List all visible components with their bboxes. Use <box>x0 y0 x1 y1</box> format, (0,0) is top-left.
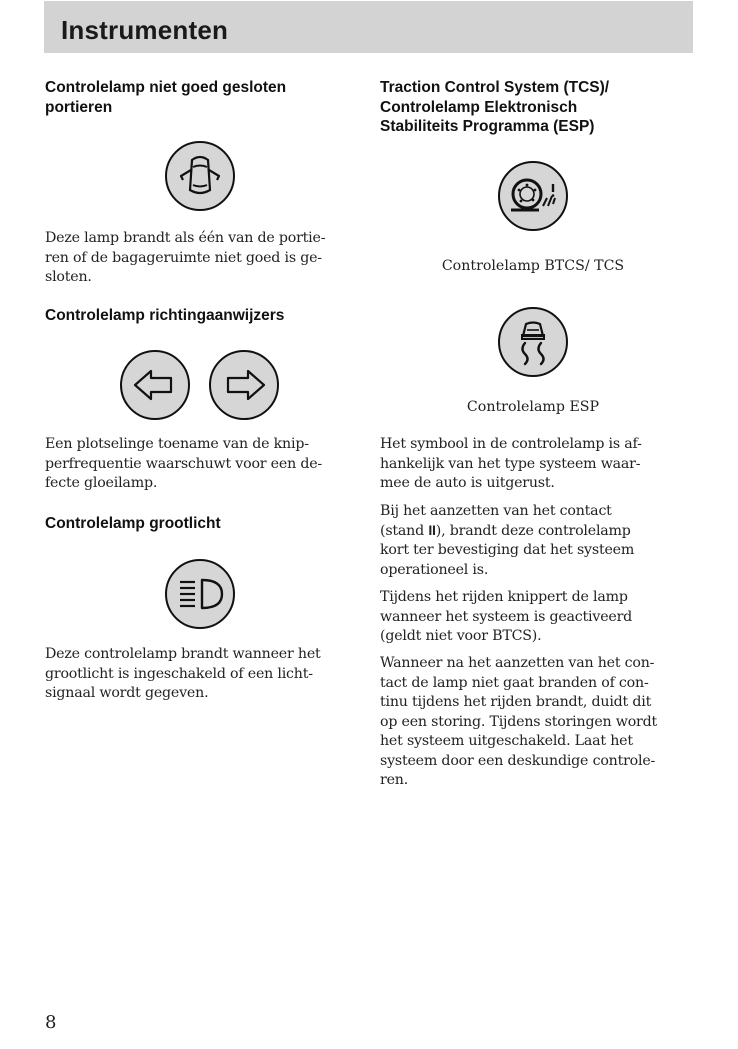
door-ajar-warning-icon <box>164 140 236 212</box>
symbol-paragraph: Het symbool in de controlelamp is af- hankelijk van het type systeem waar- mee de auto is uitgerust. <box>380 436 642 491</box>
highbeam-heading: Controlelamp grootlicht <box>45 515 221 532</box>
header-bar <box>44 1 693 53</box>
turn-left-arrow-icon <box>119 349 191 421</box>
page-number: 8 <box>45 1012 57 1033</box>
indicators-heading: Controlelamp richtingaanwijzers <box>45 307 285 324</box>
highbeam-text: Deze controlelamp brandt wanneer het grootlicht is ingeschakeld of een licht- signaal wordt gegeven. <box>45 646 321 701</box>
turn-right-arrow-icon <box>208 349 280 421</box>
stability-control-icon <box>497 306 569 378</box>
btcs-caption: Controlelamp BTCS/ TCS <box>441 258 625 274</box>
doors-heading: Controlelamp niet goed gesloten portieren <box>45 79 287 116</box>
indicators-text: Een plotselinge toename van de knip- perfrequentie waarschuwt voor een de- fecte gloeilamp. <box>45 436 322 491</box>
page-title: Instrumenten <box>61 15 229 45</box>
traction-control-icon <box>497 160 569 232</box>
high-beam-icon <box>164 558 236 630</box>
driving-paragraph: Tijdens het rijden knippert de lamp wanneer het systeem is geactiveerd (geldt niet voor BTCS). <box>380 589 633 644</box>
esp-caption: Controlelamp ESP <box>466 399 600 415</box>
ignition-position-roman: II <box>428 522 436 539</box>
doors-text: Deze lamp brandt als één van de portie- ren of de bagageruimte niet goed is ge- sloten. <box>45 230 326 285</box>
ignition-paragraph: Bij het aanzetten van het contact (stand II), brandt deze controlelamp kort ter bevestiging dat het systeem operationeel is. <box>380 503 635 578</box>
tcs-esp-heading: Traction Control System (TCS)/ Controlelamp Elektronisch Stabiliteits Programma (ESP) <box>380 79 610 135</box>
malfunction-paragraph: Wanneer na het aanzetten van het con- tact de lamp niet gaat branden of con- tinu tijdens het rijden brandt, duidt dit op een storing. Tijdens storingen wordt het systeem uitgeschakeld. Laat het systeem door een deskundige controle- ren. <box>380 655 658 788</box>
